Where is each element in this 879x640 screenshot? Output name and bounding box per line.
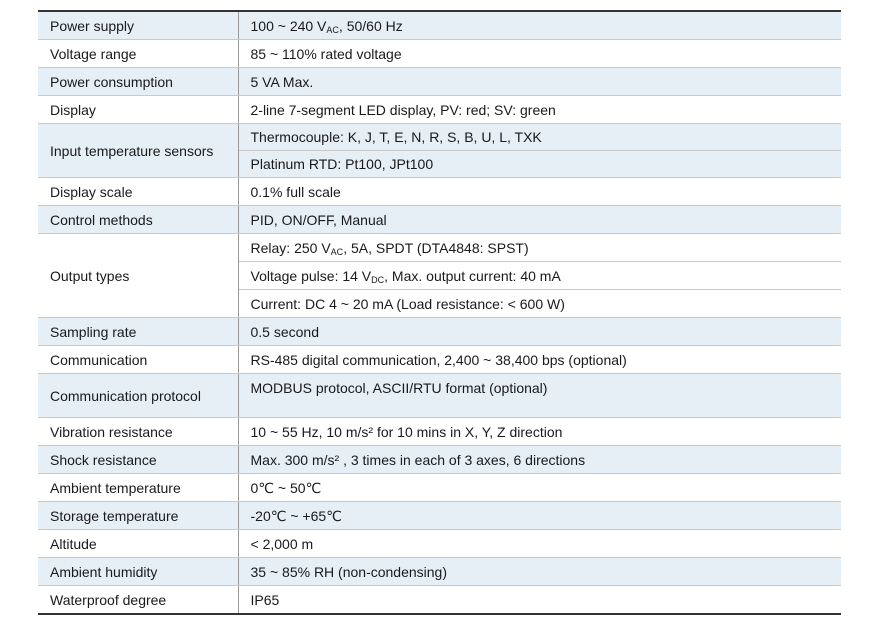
spec-row-communication [38,346,841,374]
spec-value: Thermocouple: K, J, T, E, N, R, S, B, U, L, TXK [238,124,841,151]
spec-value-text: Voltage pulse: 14 V [250,267,372,284]
spec-value: 2-line 7-segment LED display, PV: red; SV: green [238,96,841,124]
spec-row-shock-resistance [38,446,841,474]
spec-value [238,11,841,40]
spec-value [238,234,841,262]
spec-row-altitude [38,530,841,558]
spec-value: 85 ~ 110% rated voltage [238,40,841,68]
spec-value: Platinum RTD: Pt100, JPt100 [238,151,841,178]
spec-label: Power consumption [38,68,238,96]
spec-value: 35 ~ 85% RH (non-condensing) [238,558,841,586]
spec-value: 10 ~ 55 Hz, 10 m/s² for 10 mins in X, Y, Z direction [238,418,841,446]
spec-row-display [38,96,841,124]
spec-row-ambient-temperature [38,474,841,502]
spec-value: MODBUS protocol, ASCII/RTU format (optional) [238,374,841,418]
spec-label: Output types [38,234,238,318]
spec-row-output-types [38,234,841,262]
spec-value-text: , 5A, SPDT (DTA4848: SPST) [343,239,529,256]
spec-label: Communication [38,346,238,374]
spec-value: PID, ON/OFF, Manual [238,206,841,234]
spec-row-power-supply [38,11,841,40]
spec-label: Display scale [38,178,238,206]
specifications-table [38,10,841,615]
spec-label: Storage temperature [38,502,238,530]
spec-value: IP65 [238,586,841,615]
spec-label: Altitude [38,530,238,558]
spec-value: -20℃ ~ +65℃ [238,502,841,530]
spec-label: Display [38,96,238,124]
spec-row-waterproof-degree [38,586,841,615]
unit-subscript: AC [326,24,339,35]
spec-row-ambient-humidity [38,558,841,586]
spec-label: Communication protocol [38,374,238,418]
spec-row-storage-temperature [38,502,841,530]
spec-value: < 2,000 m [238,530,841,558]
spec-row-sampling-rate [38,318,841,346]
spec-label: Voltage range [38,40,238,68]
spec-label: Control methods [38,206,238,234]
spec-label: Waterproof degree [38,586,238,615]
spec-row-input-sensors [38,124,841,151]
spec-value-text: Relay: 250 V [250,239,331,256]
spec-value: 0.5 second [238,318,841,346]
spec-value-text: 100 ~ 240 V [250,17,327,34]
spec-label: Ambient humidity [38,558,238,586]
spec-label: Ambient temperature [38,474,238,502]
spec-row-communication-protocol [38,374,841,418]
spec-label: Input temperature sensors [38,124,238,178]
spec-label: Shock resistance [38,446,238,474]
spec-row-control-methods [38,206,841,234]
spec-label: Sampling rate [38,318,238,346]
unit-subscript: DC [371,274,385,285]
spec-value: 0℃ ~ 50℃ [238,474,841,502]
spec-value: Current: DC 4 ~ 20 mA (Load resistance: < 600 W) [238,290,841,318]
spec-label: Power supply [38,11,238,40]
spec-label: Vibration resistance [38,418,238,446]
spec-row-vibration-resistance [38,418,841,446]
spec-value [238,262,841,290]
spec-value: RS-485 digital communication, 2,400 ~ 38,400 bps (optional) [238,346,841,374]
spec-value: 5 VA Max. [238,68,841,96]
unit-subscript: AC [330,246,344,257]
spec-row-power-consumption [38,68,841,96]
spec-row-display-scale [38,178,841,206]
spec-value: Max. 300 m/s² , 3 times in each of 3 axes, 6 directions [238,446,841,474]
spec-value-text: , 50/60 Hz [338,17,403,34]
spec-value: 0.1% full scale [238,178,841,206]
spec-value-text: , Max. output current: 40 mA [384,267,561,284]
spec-row-voltage-range [38,40,841,68]
